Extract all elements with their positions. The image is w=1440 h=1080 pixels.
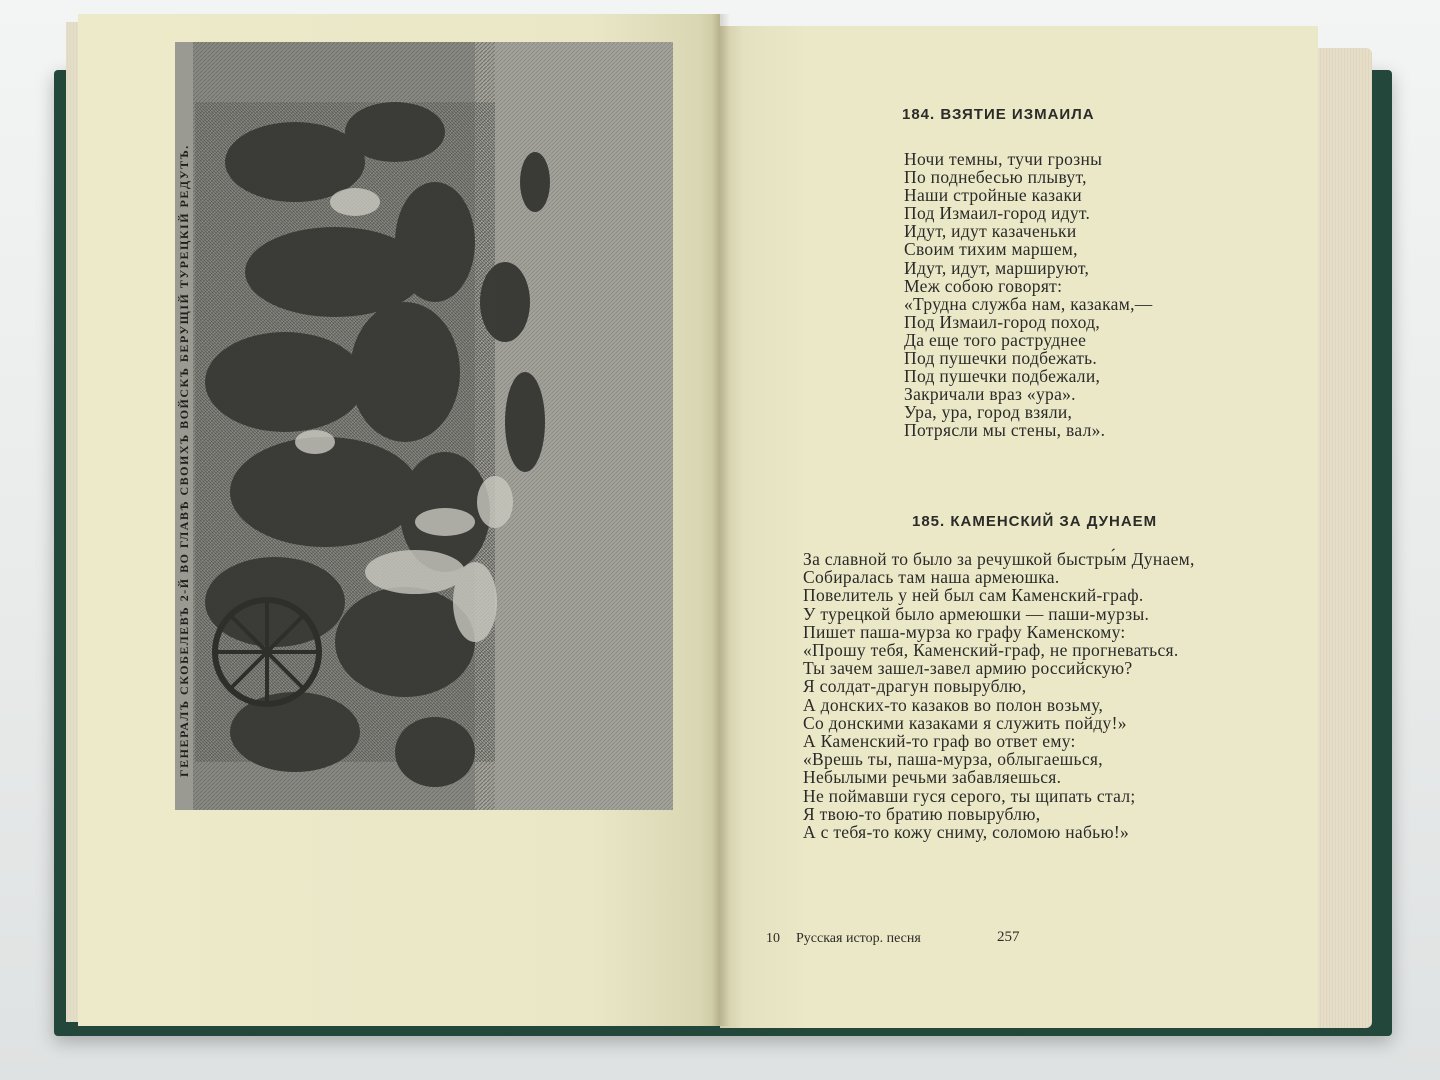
engraving-illustration xyxy=(175,42,673,810)
section-heading-185: 185. КАМЕНСКИЙ ЗА ДУНАЕМ xyxy=(912,513,1158,530)
page-edges xyxy=(1310,48,1372,1028)
poem-line: По поднебесью плывут, xyxy=(904,167,1087,188)
illustration-caption: ГЕНЕРАЛЪ СКОБЕЛЕВЪ 2-Й ВО ГЛАВѢ СВОИХЪ ВОЙСКЪ БЕРУЩІЙ ТУРЕЦКІЙ РЕДУТЪ. xyxy=(177,144,191,777)
signature-title: Русская истор. песня xyxy=(796,931,921,946)
poem-line: Собиралась там наша армеюшка. xyxy=(803,567,1060,588)
poem-line: За славной то было за речушкой быстры́м Дунаем, xyxy=(803,549,1195,569)
poem-line: Под Измаил-город поход, xyxy=(904,311,1101,332)
poem-line: Ты зачем зашел-завел армию российскую? xyxy=(803,658,1133,679)
book-gutter xyxy=(712,14,730,1026)
poem-line: Ночи темны, тучи грозны xyxy=(904,149,1103,169)
page-number: 257 xyxy=(997,929,1020,945)
poem-line: Да еще того раструднее xyxy=(904,329,1087,350)
poem-line: Под пушечки подбежать. xyxy=(904,348,1098,369)
poem-line: Под пушечки подбежали, xyxy=(904,366,1101,387)
poem-line: Идут, идут, маршируют, xyxy=(904,257,1090,278)
poem-line: «Трудна служба нам, казакам,— xyxy=(904,293,1153,314)
poem-line: Небылыми речьми забавляешься. xyxy=(803,767,1062,788)
poem-line: Ура, ура, город взяли, xyxy=(904,402,1073,423)
poem-line: Идут, идут казаченьки xyxy=(904,221,1077,242)
poem-line: А Каменский-то граф во ответ ему: xyxy=(803,731,1076,752)
poem-185 xyxy=(803,550,1195,841)
poem-line: Меж собою говорят: xyxy=(904,275,1063,296)
poem-line: Потрясли мы стены, вал». xyxy=(904,420,1106,441)
poem-line: Не поймавши гуся серого, ты щипать стал; xyxy=(803,785,1136,806)
signature-number: 10 xyxy=(766,931,780,946)
poem-line: Я твою-то братию повырублю, xyxy=(803,803,1041,824)
poem-line: А с тебя-то кожу сниму, соломою набью!» xyxy=(803,822,1129,843)
poem-line: Пишет паша-мурза ко графу Каменскому: xyxy=(803,621,1126,642)
cannon-wheel xyxy=(215,600,319,704)
poem-line: У турецкой было армеюшки — паши-мурзы. xyxy=(803,603,1150,624)
poem-line: Своим тихим маршем, xyxy=(904,239,1078,260)
poem-line: «Врешь ты, паша-мурза, облыгаешься, xyxy=(803,749,1103,770)
poem-line: Под Измаил-город идут. xyxy=(904,203,1091,224)
section-heading-184: 184. ВЗЯТИЕ ИЗМАИЛА xyxy=(902,106,1095,123)
poem-line: Наши стройные казаки xyxy=(904,185,1082,206)
poem-line: Повелитель у ней был сам Каменский-граф. xyxy=(803,585,1144,606)
poem-line: Я солдат-драгун повырублю, xyxy=(803,676,1027,697)
battle-scene-image xyxy=(175,42,673,810)
poem-184 xyxy=(904,150,1153,440)
poem-line: Закричали враз «ура». xyxy=(904,384,1076,405)
poem-line: А донских-то казаков во полон возьму, xyxy=(803,694,1104,715)
poem-line: «Прошу тебя, Каменский-граф, не прогневаться. xyxy=(803,640,1179,661)
poem-line: Со донскими казаками я служить пойду!» xyxy=(803,712,1127,733)
